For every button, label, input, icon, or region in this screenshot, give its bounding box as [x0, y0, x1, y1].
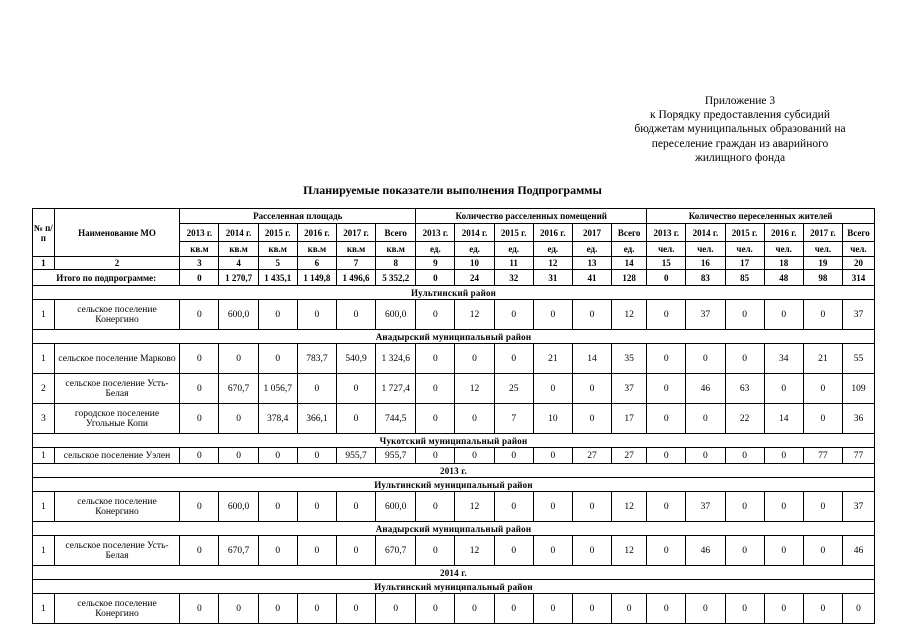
section-label: Анадырский муниципальный район — [33, 522, 875, 536]
value-cell: 0 — [376, 594, 416, 624]
total-cell: 1 435,1 — [258, 270, 297, 286]
header-year: 2017 г. — [803, 224, 842, 242]
column-number: 11 — [494, 257, 533, 270]
header-year: 2013 г. — [416, 224, 455, 242]
value-cell: 0 — [219, 344, 258, 374]
appendix-note — [600, 94, 880, 165]
value-cell: 0 — [764, 492, 803, 522]
value-cell: 36 — [842, 404, 874, 434]
value-cell: 600,0 — [219, 492, 258, 522]
value-cell: 0 — [764, 594, 803, 624]
value-cell: 0 — [803, 536, 842, 566]
value-cell: 0 — [612, 594, 647, 624]
appendix-line: к Порядку предоставления субсидий — [650, 109, 830, 122]
value-cell: 0 — [180, 536, 219, 566]
value-cell: 0 — [764, 300, 803, 330]
value-cell: 0 — [336, 300, 375, 330]
row-number: 2 — [33, 374, 55, 404]
value-cell: 10 — [533, 404, 572, 434]
header-unit: ед. — [572, 242, 611, 257]
value-cell: 600,0 — [376, 300, 416, 330]
total-cell: 1 149,8 — [297, 270, 336, 286]
total-cell: 31 — [533, 270, 572, 286]
header-unit: ед. — [533, 242, 572, 257]
table-body — [33, 286, 875, 624]
value-cell: 670,7 — [376, 536, 416, 566]
value-cell: 0 — [842, 594, 874, 624]
value-cell: 0 — [258, 300, 297, 330]
value-cell: 0 — [180, 300, 219, 330]
table-row — [33, 374, 875, 404]
header-year: 2016 г. — [533, 224, 572, 242]
section-row — [33, 286, 875, 300]
table-row — [33, 344, 875, 374]
row-number: 1 — [33, 536, 55, 566]
value-cell: 0 — [803, 492, 842, 522]
header-year: 2015 г. — [494, 224, 533, 242]
value-cell: 37 — [842, 492, 874, 522]
municipality-name: сельское поселение Усть-Белая — [54, 536, 180, 566]
table-row — [33, 594, 875, 624]
table-row — [33, 448, 875, 464]
total-cell: 32 — [494, 270, 533, 286]
row-number: 1 — [33, 300, 55, 330]
value-cell: 37 — [686, 492, 725, 522]
value-cell: 0 — [416, 536, 455, 566]
value-cell: 35 — [612, 344, 647, 374]
header-unit: кв.м — [297, 242, 336, 257]
municipality-name: сельское поселение Конергино — [54, 594, 180, 624]
document-title: Планируемые показатели выполнения Подпрограммы — [303, 183, 602, 197]
header-group: Количество расселенных помещений — [416, 209, 647, 224]
table-row — [33, 536, 875, 566]
value-cell: 0 — [180, 594, 219, 624]
value-cell: 0 — [725, 448, 764, 464]
value-cell: 12 — [455, 536, 494, 566]
value-cell: 0 — [494, 492, 533, 522]
value-cell: 0 — [416, 300, 455, 330]
column-number: 7 — [336, 257, 375, 270]
header-unit: ед. — [494, 242, 533, 257]
appendix-line: жилищного фонда — [694, 151, 786, 164]
value-cell: 0 — [416, 404, 455, 434]
header-year: 2014 г. — [219, 224, 258, 242]
value-cell: 0 — [647, 404, 686, 434]
municipality-name: сельское поселение Усть-Белая — [54, 374, 180, 404]
total-cell: 98 — [803, 270, 842, 286]
total-cell: 128 — [612, 270, 647, 286]
column-number: 3 — [180, 257, 219, 270]
value-cell: 14 — [572, 344, 611, 374]
header-unit: ед. — [612, 242, 647, 257]
value-cell: 0 — [572, 300, 611, 330]
value-cell: 0 — [533, 536, 572, 566]
column-number: 15 — [647, 257, 686, 270]
section-row — [33, 330, 875, 344]
value-cell: 0 — [336, 404, 375, 434]
total-cell: 0 — [647, 270, 686, 286]
value-cell: 0 — [258, 492, 297, 522]
table-row — [33, 300, 875, 330]
value-cell: 0 — [180, 404, 219, 434]
value-cell: 0 — [416, 594, 455, 624]
value-cell: 25 — [494, 374, 533, 404]
value-cell: 955,7 — [376, 448, 416, 464]
table-row — [33, 492, 875, 522]
value-cell: 22 — [725, 404, 764, 434]
header-unit: ед. — [416, 242, 455, 257]
value-cell: 0 — [647, 594, 686, 624]
value-cell: 21 — [533, 344, 572, 374]
total-cell: 24 — [455, 270, 494, 286]
section-row — [33, 434, 875, 448]
header-year: 2013 г. — [180, 224, 219, 242]
value-cell: 14 — [764, 404, 803, 434]
value-cell: 600,0 — [219, 300, 258, 330]
value-cell: 63 — [725, 374, 764, 404]
value-cell: 0 — [686, 594, 725, 624]
value-cell: 0 — [686, 448, 725, 464]
total-cell: 5 352,2 — [376, 270, 416, 286]
value-cell: 0 — [455, 344, 494, 374]
value-cell: 0 — [647, 448, 686, 464]
header-year: 2015 г. — [258, 224, 297, 242]
value-cell: 7 — [494, 404, 533, 434]
value-cell: 0 — [297, 374, 336, 404]
value-cell: 55 — [842, 344, 874, 374]
value-cell: 0 — [455, 594, 494, 624]
value-cell: 0 — [219, 594, 258, 624]
total-cell: 83 — [686, 270, 725, 286]
value-cell: 0 — [219, 404, 258, 434]
value-cell: 0 — [258, 594, 297, 624]
header-unit: чел. — [803, 242, 842, 257]
section-label: Чукотский муниципальный район — [33, 434, 875, 448]
column-number: 20 — [842, 257, 874, 270]
value-cell: 0 — [219, 448, 258, 464]
value-cell: 77 — [842, 448, 874, 464]
value-cell: 0 — [533, 300, 572, 330]
header-year: Всего — [376, 224, 416, 242]
section-row — [33, 566, 875, 580]
header-unit: ед. — [455, 242, 494, 257]
row-number: 1 — [33, 492, 55, 522]
header-year: 2017 г. — [336, 224, 375, 242]
value-cell: 0 — [494, 594, 533, 624]
header-unit: кв.м — [219, 242, 258, 257]
header-year: 2013 г. — [647, 224, 686, 242]
section-label: 2013 г. — [33, 464, 875, 478]
header-year: 2014 г. — [686, 224, 725, 242]
column-number: 17 — [725, 257, 764, 270]
header-group: Расселенная площадь — [180, 209, 416, 224]
municipality-name: городское поселение Угольные Копи — [54, 404, 180, 434]
value-cell: 0 — [180, 374, 219, 404]
value-cell: 21 — [803, 344, 842, 374]
section-label: Иультинский муниципальный район — [33, 580, 875, 594]
column-number: 4 — [219, 257, 258, 270]
section-label: Иультинский муниципальный район — [33, 478, 875, 492]
value-cell: 37 — [842, 300, 874, 330]
value-cell: 0 — [764, 536, 803, 566]
value-cell: 0 — [297, 300, 336, 330]
total-cell: 1 270,7 — [219, 270, 258, 286]
section-label: Иультинский район — [33, 286, 875, 300]
header-unit: чел. — [725, 242, 764, 257]
value-cell: 540,9 — [336, 344, 375, 374]
header-mo: Наименование МО — [54, 209, 180, 257]
value-cell: 783,7 — [297, 344, 336, 374]
value-cell: 0 — [725, 594, 764, 624]
value-cell: 0 — [764, 374, 803, 404]
row-number: 1 — [33, 448, 55, 464]
appendix-line: переселение граждан из аварийного — [651, 137, 829, 150]
header-unit: кв.м — [336, 242, 375, 257]
value-cell: 0 — [533, 492, 572, 522]
header-unit: чел. — [842, 242, 874, 257]
total-cell: 85 — [725, 270, 764, 286]
column-number: 13 — [572, 257, 611, 270]
header-unit: чел. — [686, 242, 725, 257]
value-cell: 0 — [725, 536, 764, 566]
value-cell: 1 324,6 — [376, 344, 416, 374]
total-cell: 41 — [572, 270, 611, 286]
value-cell: 46 — [686, 374, 725, 404]
column-number: 2 — [54, 257, 180, 270]
section-row — [33, 464, 875, 478]
value-cell: 46 — [686, 536, 725, 566]
value-cell: 0 — [803, 594, 842, 624]
value-cell: 744,5 — [376, 404, 416, 434]
total-cell: 314 — [842, 270, 874, 286]
value-cell: 17 — [612, 404, 647, 434]
value-cell: 12 — [612, 300, 647, 330]
value-cell: 0 — [258, 536, 297, 566]
value-cell: 0 — [494, 448, 533, 464]
value-cell: 0 — [258, 344, 297, 374]
value-cell: 0 — [725, 492, 764, 522]
value-cell: 0 — [686, 404, 725, 434]
value-cell: 12 — [455, 492, 494, 522]
value-cell: 0 — [647, 344, 686, 374]
total-row — [33, 270, 875, 286]
header-year: 2017 — [572, 224, 611, 242]
value-cell: 0 — [647, 492, 686, 522]
header-year: 2015 г. — [725, 224, 764, 242]
header-unit: кв.м — [376, 242, 416, 257]
header-year: 2016 г. — [764, 224, 803, 242]
header-year: 2016 г. — [297, 224, 336, 242]
column-number: 10 — [455, 257, 494, 270]
value-cell: 0 — [455, 404, 494, 434]
column-number: 16 — [686, 257, 725, 270]
value-cell: 27 — [612, 448, 647, 464]
value-cell: 0 — [416, 448, 455, 464]
value-cell: 955,7 — [336, 448, 375, 464]
value-cell: 0 — [336, 536, 375, 566]
value-cell: 37 — [612, 374, 647, 404]
value-cell: 12 — [612, 492, 647, 522]
indicators-table — [32, 208, 875, 624]
value-cell: 12 — [612, 536, 647, 566]
column-number: 18 — [764, 257, 803, 270]
value-cell: 0 — [572, 404, 611, 434]
header-unit: чел. — [647, 242, 686, 257]
total-cell: 0 — [180, 270, 219, 286]
value-cell: 0 — [297, 448, 336, 464]
value-cell: 0 — [336, 594, 375, 624]
value-cell: 0 — [764, 448, 803, 464]
header-year: 2014 г. — [455, 224, 494, 242]
value-cell: 0 — [572, 536, 611, 566]
value-cell: 366,1 — [297, 404, 336, 434]
section-row — [33, 580, 875, 594]
header-unit: кв.м — [180, 242, 219, 257]
value-cell: 109 — [842, 374, 874, 404]
value-cell: 0 — [416, 344, 455, 374]
value-cell: 0 — [572, 594, 611, 624]
column-number: 1 — [33, 257, 55, 270]
value-cell: 0 — [180, 492, 219, 522]
value-cell: 0 — [803, 300, 842, 330]
value-cell: 0 — [803, 404, 842, 434]
total-cell: 48 — [764, 270, 803, 286]
value-cell: 0 — [258, 448, 297, 464]
value-cell: 0 — [725, 344, 764, 374]
value-cell: 1 727,4 — [376, 374, 416, 404]
value-cell: 0 — [725, 300, 764, 330]
header-unit: чел. — [764, 242, 803, 257]
value-cell: 0 — [686, 344, 725, 374]
total-cell: 1 496,6 — [336, 270, 375, 286]
appendix-line: бюджетам муниципальных образований на — [634, 123, 846, 136]
value-cell: 670,7 — [219, 374, 258, 404]
value-cell: 46 — [842, 536, 874, 566]
value-cell: 37 — [686, 300, 725, 330]
value-cell: 12 — [455, 300, 494, 330]
total-label: Итого по подпрограмме: — [33, 270, 180, 286]
value-cell: 0 — [494, 536, 533, 566]
header-num: № п/п — [33, 209, 55, 257]
value-cell: 0 — [803, 374, 842, 404]
value-cell: 0 — [494, 344, 533, 374]
value-cell: 0 — [336, 374, 375, 404]
value-cell: 0 — [533, 594, 572, 624]
value-cell: 670,7 — [219, 536, 258, 566]
header-unit: кв.м — [258, 242, 297, 257]
row-number: 1 — [33, 344, 55, 374]
value-cell: 0 — [180, 448, 219, 464]
value-cell: 0 — [297, 492, 336, 522]
section-label: 2014 г. — [33, 566, 875, 580]
value-cell: 0 — [336, 492, 375, 522]
appendix-line: Приложение 3 — [704, 95, 776, 107]
section-label: Анадырский муниципальный район — [33, 330, 875, 344]
column-number: 8 — [376, 257, 416, 270]
row-number: 3 — [33, 404, 55, 434]
header-row-groups — [33, 209, 875, 224]
value-cell: 600,0 — [376, 492, 416, 522]
column-number: 6 — [297, 257, 336, 270]
value-cell: 0 — [455, 448, 494, 464]
value-cell: 0 — [494, 300, 533, 330]
column-number: 5 — [258, 257, 297, 270]
column-number: 14 — [612, 257, 647, 270]
value-cell: 0 — [647, 536, 686, 566]
table-row — [33, 404, 875, 434]
section-row — [33, 522, 875, 536]
value-cell: 0 — [416, 374, 455, 404]
header-row-colnums — [33, 257, 875, 270]
column-number: 12 — [533, 257, 572, 270]
municipality-name: сельское поселение Уэлен — [54, 448, 180, 464]
value-cell: 0 — [297, 594, 336, 624]
header-year: Всего — [842, 224, 874, 242]
municipality-name: сельское поселение Марково — [54, 344, 180, 374]
section-row — [33, 478, 875, 492]
value-cell: 0 — [533, 374, 572, 404]
value-cell: 0 — [572, 492, 611, 522]
value-cell: 0 — [647, 374, 686, 404]
header-group: Количество переселенных жителей — [647, 209, 875, 224]
value-cell: 0 — [297, 536, 336, 566]
header-year: Всего — [612, 224, 647, 242]
value-cell: 27 — [572, 448, 611, 464]
value-cell: 0 — [533, 448, 572, 464]
value-cell: 0 — [180, 344, 219, 374]
row-number: 1 — [33, 594, 55, 624]
column-number: 9 — [416, 257, 455, 270]
municipality-name: сельское поселение Конергино — [54, 300, 180, 330]
value-cell: 1 056,7 — [258, 374, 297, 404]
value-cell: 378,4 — [258, 404, 297, 434]
value-cell: 12 — [455, 374, 494, 404]
column-number: 19 — [803, 257, 842, 270]
value-cell: 34 — [764, 344, 803, 374]
value-cell: 0 — [647, 300, 686, 330]
municipality-name: сельское поселение Конергино — [54, 492, 180, 522]
value-cell: 77 — [803, 448, 842, 464]
value-cell: 0 — [572, 374, 611, 404]
value-cell: 0 — [416, 492, 455, 522]
total-cell: 0 — [416, 270, 455, 286]
